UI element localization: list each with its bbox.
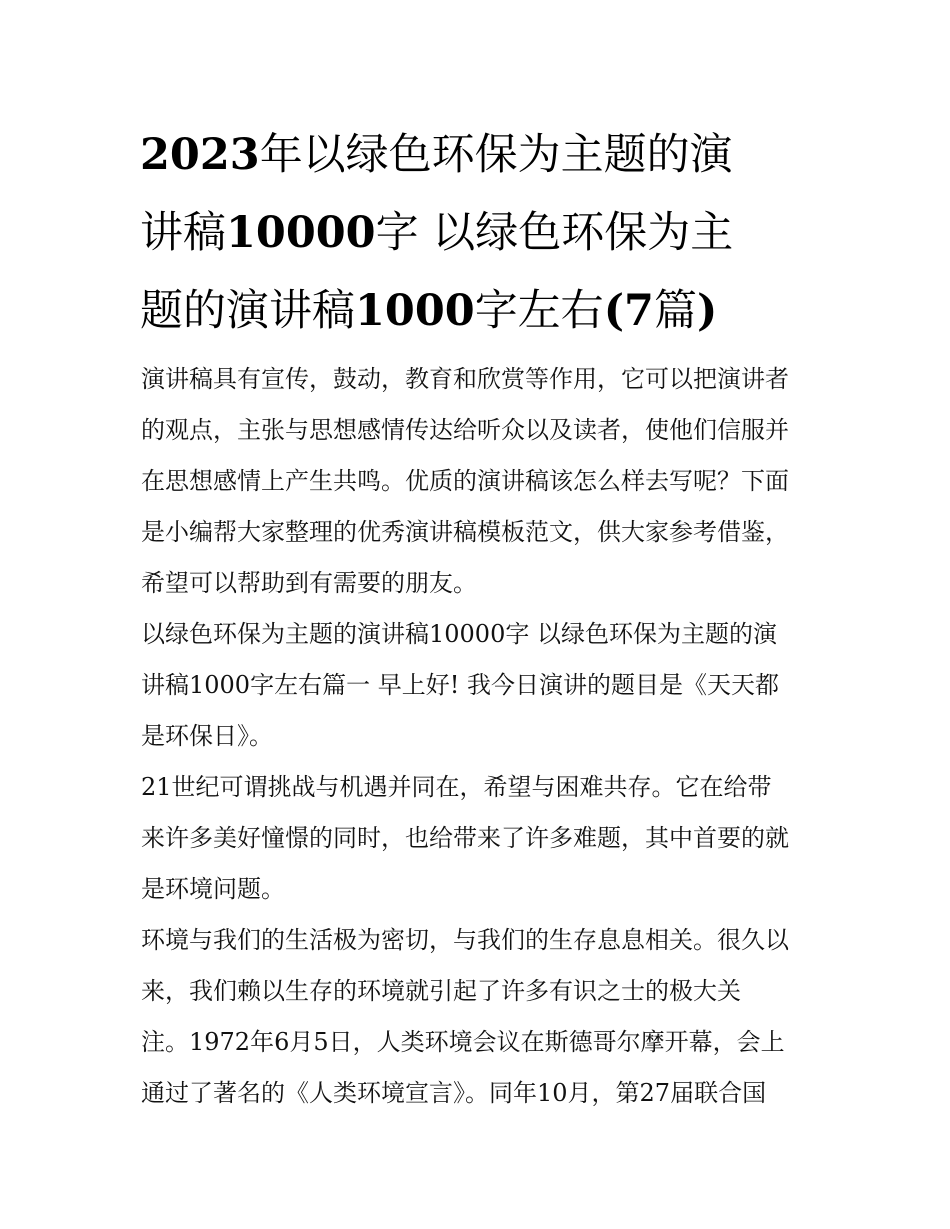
title-text: 字左右 bbox=[474, 286, 604, 336]
title-paren: ) bbox=[696, 286, 718, 336]
document-body bbox=[141, 354, 821, 1119]
title-number: (7 bbox=[603, 286, 654, 336]
paragraph-intro bbox=[141, 354, 821, 609]
body-line: 讲稿1000字左右篇一 早上好! 我今日演讲的题目是《天天都 bbox=[141, 671, 779, 699]
title-text: 篇 bbox=[653, 286, 697, 336]
body-line: 的观点，主张与思想感情传达给听众以及读者，使他们信服并 bbox=[141, 416, 789, 444]
body-line: 来许多美好憧憬的同时，也给带来了许多难题，其中首要的就 bbox=[141, 824, 789, 852]
title-text: 题的演讲稿 bbox=[140, 286, 355, 336]
paragraph-environment bbox=[141, 915, 821, 1119]
title-number: 1000 bbox=[355, 286, 475, 336]
body-line: 是环保日》。 bbox=[141, 722, 273, 750]
title-line-1 bbox=[140, 130, 733, 180]
title-line-2 bbox=[140, 208, 733, 258]
paragraph-century bbox=[141, 762, 821, 915]
paragraph-opening bbox=[141, 609, 821, 762]
body-line: 演讲稿具有宣传，鼓动，教育和欣赏等作用，它可以把演讲者 bbox=[141, 365, 789, 393]
body-line: 以绿色环保为主题的演讲稿10000字 以绿色环保为主题的演 bbox=[141, 620, 777, 648]
title-line-3 bbox=[140, 286, 717, 336]
body-line: 注。1972年6月5日，人类环境会议在斯德哥尔摩开幕，会上 bbox=[141, 1028, 785, 1056]
body-line: 环境与我们的生活极为密切，与我们的生存息息相关。很久以 bbox=[141, 926, 789, 954]
title-text: 字 以绿色环保为主 bbox=[375, 208, 734, 258]
body-line: 希望可以帮助到有需要的朋友。 bbox=[141, 569, 477, 597]
title-text: 讲稿 bbox=[140, 208, 226, 258]
body-line: 21世纪可谓挑战与机遇并同在，希望与困难共存。它在给带 bbox=[141, 773, 772, 801]
title-text: 年以绿色环保为主题的演 bbox=[259, 130, 733, 180]
body-line: 通过了著名的《人类环境宣言》。同年10月，第27届联合国 bbox=[141, 1079, 767, 1107]
title-number: 10000 bbox=[226, 208, 376, 258]
body-line: 在思想感情上产生共鸣。优质的演讲稿该怎么样去写呢？下面 bbox=[141, 467, 789, 495]
title-number: 2023 bbox=[140, 130, 260, 180]
body-line: 来，我们赖以生存的环境就引起了许多有识之士的极大关 bbox=[141, 977, 741, 1005]
document-title bbox=[140, 116, 820, 350]
body-line: 是小编帮大家整理的优秀演讲稿模板范文，供大家参考借鉴， bbox=[141, 518, 789, 546]
body-line: 是环境问题。 bbox=[141, 875, 285, 903]
